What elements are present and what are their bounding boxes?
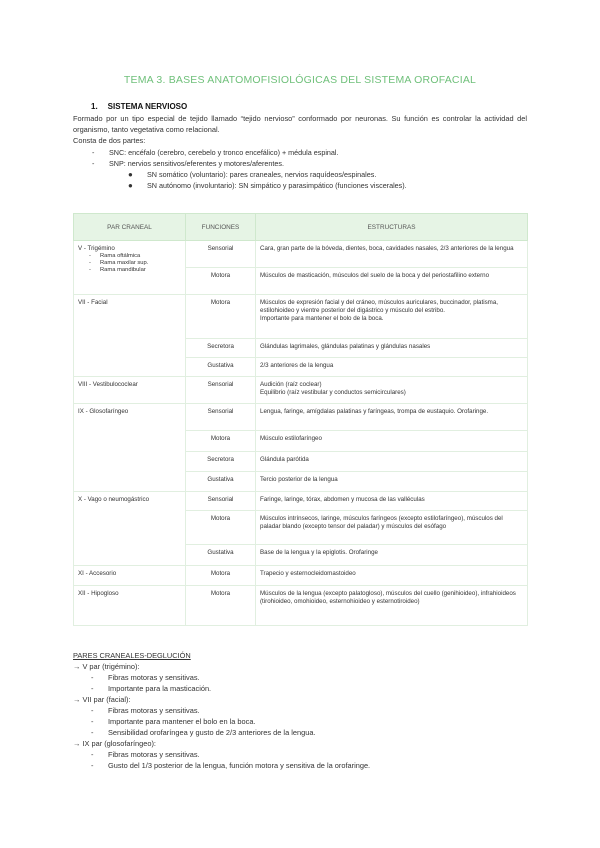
intro	[73, 113, 527, 146]
pair-label: → VII par (facial):	[73, 695, 131, 704]
function-cell: Motora	[186, 586, 256, 626]
structures-cell: Trapecio y esternocleidomastoideo	[256, 566, 528, 586]
list-item: - Importante para la masticación.	[91, 684, 212, 693]
nerve-cell: VII - Facial	[74, 295, 186, 377]
structures-text: Músculos de expresión facial y del cráneo, músculos auriculares, buccinador, platisma, estilohioideo y vientre posterior del digástrico y músculo del estribo.	[260, 299, 498, 315]
table-row	[74, 377, 528, 404]
list-item-text: SNC: encéfalo (cerebro, cerebelo y tronco encefálico) + médula espinal.	[109, 148, 339, 157]
function-cell: Gustativa	[186, 358, 256, 377]
nerve-cell: X - Vago o neumogástrico	[74, 492, 186, 566]
function-cell: Sensorial	[186, 492, 256, 511]
function-cell: Motora	[186, 566, 256, 586]
list-item: - Importante para mantener el bolo en la boca.	[91, 717, 256, 726]
list-item-text: SN somático (voluntario): pares craneales, nervios raquídeos/espinales.	[147, 170, 377, 179]
structures-cell	[256, 377, 528, 404]
section-title: SISTEMA NERVIOSO	[107, 102, 188, 111]
function-cell: Gustativa	[186, 472, 256, 492]
parts-list	[92, 147, 339, 169]
branch-text: Rama maxilar sup.	[100, 260, 149, 267]
branch-text: Rama mandibular	[100, 267, 146, 274]
nerve-name: V - Trigémino	[78, 245, 115, 252]
bullet-icon: ●	[128, 170, 133, 179]
header-function: FUNCIONES	[186, 214, 256, 241]
section-number: 1.	[91, 102, 98, 111]
function-cell: Sensorial	[186, 404, 256, 431]
list-item-text: Importante para la masticación.	[108, 684, 212, 693]
nerve-cell: VIII - Vestibulococlear	[74, 377, 186, 404]
list-item-text: SN autónomo (involuntario): SN simpático y parasimpático (funciones viscerales).	[147, 181, 407, 190]
structures-cell: Músculos de la lengua (excepto palatogloso), músculos del cuello (genihioideo), infrahioideos (tirohioideo, omohioideo, esternohioideo y esternotiroideo)	[256, 586, 528, 626]
function-cell: Secretora	[186, 452, 256, 472]
function-cell: Motora	[186, 431, 256, 452]
header-nerve: PAR CRANEAL	[74, 214, 186, 241]
branch-text: Rama oftálmica	[100, 253, 141, 260]
structures-text: Audición (raíz coclear)	[260, 381, 322, 388]
swallowing-title: PARES CRANEALES-DEGLUCIÓN	[73, 651, 191, 660]
list-item-text: Gusto del 1/3 posterior de la lengua, función motora y sensitiva de la orofaringe.	[108, 761, 371, 770]
list-item: - Fibras motoras y sensitivas.	[91, 750, 200, 759]
function-cell: Sensorial	[186, 377, 256, 404]
nerve-cell	[74, 241, 186, 295]
header-structures: ESTRUCTURAS	[256, 214, 528, 241]
branch-list	[89, 253, 181, 274]
bullet-icon: ●	[128, 181, 133, 190]
list-item: - Fibras motoras y sensitivas.	[91, 673, 200, 682]
list-item: - Rama maxilar sup.	[89, 260, 149, 267]
structures-cell: Glándula parótida	[256, 452, 528, 472]
parts-label: Consta de dos partes:	[73, 136, 146, 145]
function-cell: Secretora	[186, 339, 256, 358]
function-cell: Motora	[186, 268, 256, 295]
page-title: TEMA 3. BASES ANATOMOFISIOLÓGICAS DEL SISTEMA OROFACIAL	[123, 74, 477, 86]
list-item: - Rama mandibular	[89, 267, 146, 274]
table-row	[74, 295, 528, 339]
structures-cell: Músculos de masticación, músculos del suelo de la boca y del periostafilino externo	[256, 268, 528, 295]
structures-cell	[256, 295, 528, 339]
structures-cell: Faringe, laringe, tórax, abdomen y mucosa de las valléculas	[256, 492, 528, 511]
list-item: - Fibras motoras y sensitivas.	[91, 706, 200, 715]
table-row	[74, 586, 528, 626]
list-item-text: SNP: nervios sensitivos/eferentes y motores/aferentes.	[109, 159, 284, 168]
table-row	[74, 492, 528, 511]
swallowing-section	[73, 650, 533, 771]
nerve-cell: XI - Accesorio	[74, 566, 186, 586]
list-item-text: Sensibilidad orofaríngea y gusto de 2/3 anteriores de la lengua.	[108, 728, 316, 737]
nerve-cell: XII - Hipogloso	[74, 586, 186, 626]
table-header-row	[74, 214, 528, 241]
nerve-cell: IX - Glosofaríngeo	[74, 404, 186, 492]
structures-cell: 2/3 anteriores de la lengua	[256, 358, 528, 377]
table-row	[74, 404, 528, 431]
structures-cell: Músculos intrínsecos, laringe, músculos faríngeos (excepto estilofaríngeo), músculos del paladar blando (excepto tensor del paladar) y músculos del esófago	[256, 511, 528, 545]
structures-cell: Glándulas lagrimales, glándulas palatinas y glándulas nasales	[256, 339, 528, 358]
structures-cell: Lengua, faringe, amígdalas palatinas y faríngeas, trompa de eustaquio. Orofaringe.	[256, 404, 528, 431]
list-item: - Sensibilidad orofaríngea y gusto de 2/3 anteriores de la lengua.	[91, 728, 316, 737]
list-item-text: Fibras motoras y sensitivas.	[108, 673, 200, 682]
list-item: - SNC: encéfalo (cerebro, cerebelo y tronco encefálico) + médula espinal.	[92, 148, 339, 157]
structures-text: Equilibrio (raíz vestibular y conductos semicirculares)	[260, 389, 406, 397]
function-cell: Motora	[186, 295, 256, 339]
section-heading	[91, 102, 187, 111]
table-row	[74, 566, 528, 586]
intro-paragraph: Formado por un tipo especial de tejido llamado “tejido nervioso” conformado por neuronas. Su función es controlar la actividad del organismo, tanto vegetativa como relacional.	[73, 114, 527, 134]
structures-cell: Cara, gran parte de la bóveda, dientes, boca, cavidades nasales, 2/3 anteriores de la lengua	[256, 241, 528, 268]
structures-cell: Base de la lengua y la epiglotis. Orofaringe	[256, 545, 528, 566]
function-cell: Motora	[186, 511, 256, 545]
list-item: - Rama oftálmica	[89, 253, 141, 260]
list-item-text: Importante para mantener el bolo en la boca.	[108, 717, 256, 726]
list-item: - Gusto del 1/3 posterior de la lengua, función motora y sensitiva de la orofaringe.	[91, 761, 371, 770]
structures-text: Importante para mantener el bolo de la boca.	[260, 315, 384, 323]
list-item: - SNP: nervios sensitivos/eferentes y motores/aferentes.	[92, 159, 284, 168]
cranial-nerves-table	[73, 213, 528, 626]
pair-label: → IX par (glosofaríngeo):	[73, 739, 156, 748]
function-cell: Sensorial	[186, 241, 256, 268]
function-cell: Gustativa	[186, 545, 256, 566]
list-item-text: Fibras motoras y sensitivas.	[108, 750, 200, 759]
list-item	[128, 169, 407, 180]
list-item	[128, 180, 407, 191]
table-row	[74, 241, 528, 268]
structures-cell: Músculo estilofaríngeo	[256, 431, 528, 452]
structures-cell: Tercio posterior de la lengua	[256, 472, 528, 492]
snp-sublist	[128, 169, 407, 191]
list-item-text: Fibras motoras y sensitivas.	[108, 706, 200, 715]
pair-label: → V par (trigémino):	[73, 662, 140, 671]
